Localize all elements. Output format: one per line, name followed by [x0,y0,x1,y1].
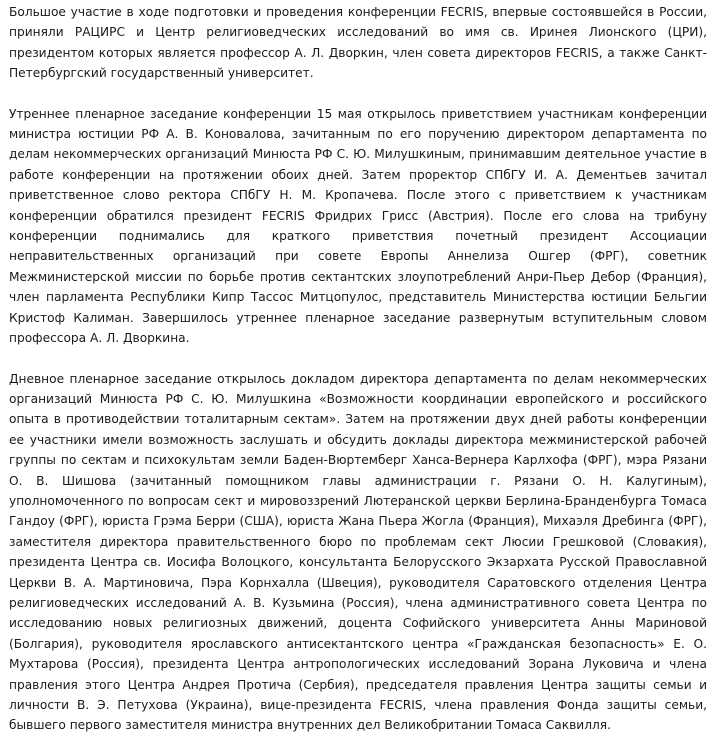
paragraph-afternoon-plenary: Дневное пленарное заседание открылось докладом директора департамента по делам некоммерческих организаций Минюста РФ С. Ю. Милушкина «Возможности координации европейского и российского опыта в противодействии тоталитарным сектам». Затем на протяжении двух дней работы конференции ее участники имели возможность заслушать и обсудить доклады директора межминистерской рабочей группы по сектам и психокультам земли Баден-Вюртемберг Ханса-Вернера Карлхофа (ФРГ), мэра Рязани О. В. Шишова (зачитанный помощником главы администрации г. Рязани О. Н. Калугиным), уполномоченного по вопросам сект и мировоззрений Лютеранской церкви Берлина-Бранденбурга Томаса Гандоу (ФРГ), юриста Грэма Берри (США), юриста Жана Пьера Жогла (Франция), Михаэля Дребинга (ФРГ), заместителя директора правительственного бюро по проблемам сект Люсии Грешковой (Словакия), президента Центра св. Иосифа Волоцкого, консультанта Белорусского Экзархата Русской Православной Церкви В. А. Мартиновича, Пэра Корнхалла (Швеция), руководителя Саратовского отделения Центра религиоведческих исследований А. В. Кузьмина (Россия), члена административного совета Центра по исследованию новых религиозных движений, доцента Софийского университета Анны Мариновой (Болгария), руководителя ярославского антисектантского центра «Гражданская безопасность» Е. О. Мухтарова (Россия), президента Центра антропологических исследований Зорана Луковича и члена правления этого Центра Андрея Протича (Сербия), председателя правления Центра защиты семьи и личности В. Э. Петухова (Украина), вице-президента FECRIS, члена правления Фонда защиты семьи, бывшего первого заместителя министра внутренних дел Великобритании Томаса Саквилля. [9,371,707,733]
paragraph-morning-plenary: Утреннее пленарное заседание конференции 15 мая открылось приветствием участникам конференции министра юстиции РФ А. В. Коновалова, зачитанным по его поручению директором департамента по делам некоммерческих организаций Минюста РФ С. Ю. Милушкиным, принимавшим деятельное участие в работе конференции на протяжении обоих дней. Затем проректор СПбГУ И. А. Дементьев зачитал приветственное слово ректора СПбГУ Н. М. Кропачева. После этого с приветствием к участникам конференции обратился президент FECRIS Фридрих Грисс (Австрия). После его слова на трибуну конференции поднимались для краткого приветствия почетный президент Ассоциации неправительственных организаций при совете Европы Аннелиза Ошгер (ФРГ), советник Межминистерской миссии по борьбе против сектантских злоупотреблений Анри-Пьер Дебор (Франция), член парламента Республики Кипр Тассос Митцопулос, представитель Министерства юстиции Бельгии Кристоф Калиман. Завершилось утреннее пленарное заседание развернутым вступительным словом профессора А. Л. Дворкина. [9,106,707,346]
paragraph-conference-organizers: Большое участие в ходе подготовки и проведения конференции FECRIS, впервые состоявшейся в России, приняли РАЦИРС и Центр религиоведческих исследований во имя св. Иринея Лионского (ЦРИ), президентом которых является профессор А. Л. Дворкин, член совета директоров FECRIS, а также Санкт-Петербургский государственный университет. [9,5,707,81]
